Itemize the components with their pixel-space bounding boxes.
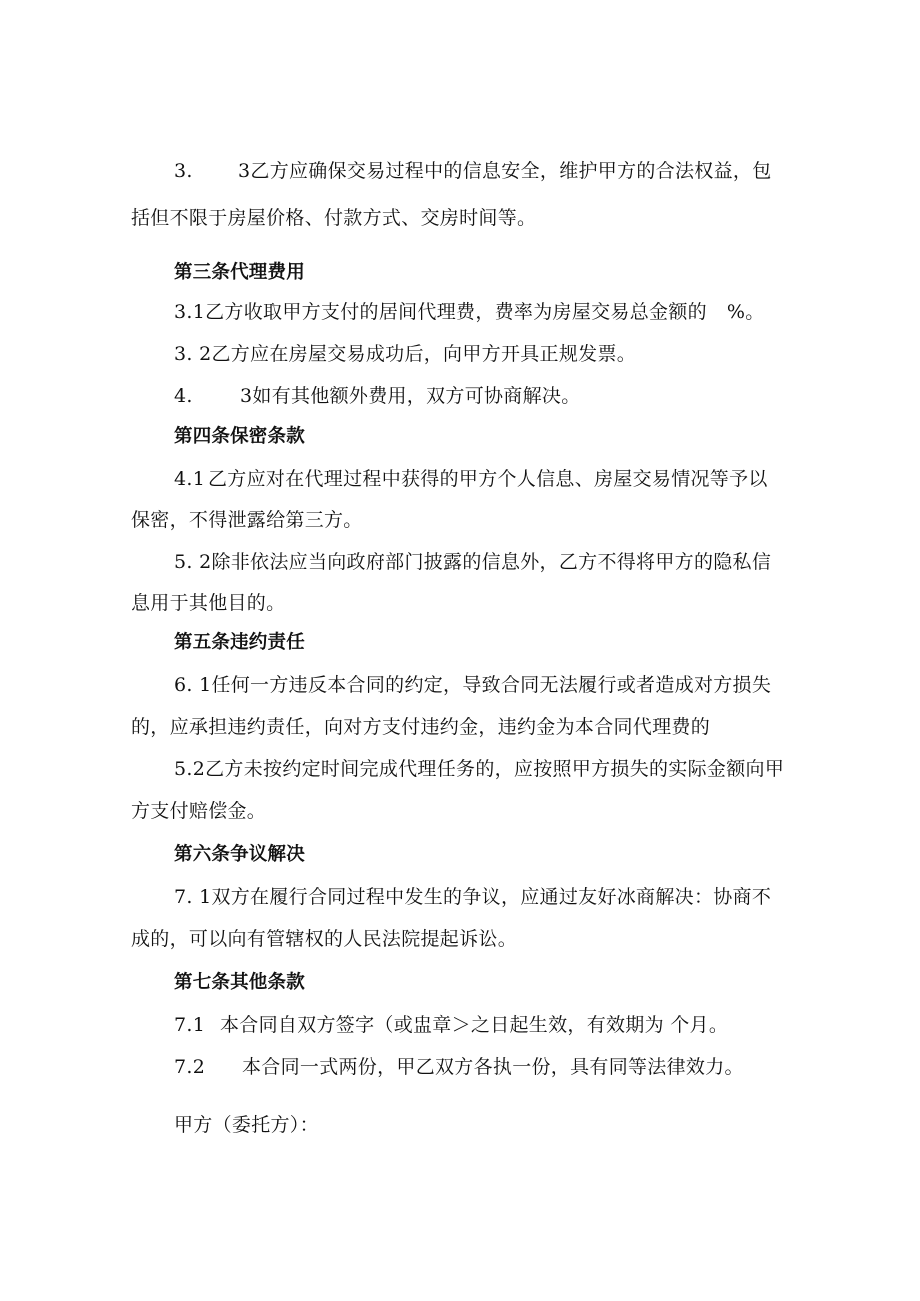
clause-3-3b bbox=[174, 383, 581, 409]
clause-5-1-line1: 6. 1任何一方违反本合同的约定，导致合同无法履行或者造成对方损失 bbox=[174, 674, 772, 696]
clause-4-2-line1: 5. 2除非依法应当向政府部门披露的信息外，乙方不得将甲方的隐私信 bbox=[174, 551, 772, 573]
clause-4-1-text: 乙方应对在代理过程中获得的甲方个人信息、房屋交易情况等予以 bbox=[208, 468, 768, 490]
clause-4-1-line1 bbox=[174, 466, 768, 492]
clause-7-2-number: 7.2 bbox=[174, 1056, 206, 1078]
article-4-heading: 第四条保密条款 bbox=[174, 426, 305, 447]
clause-3-3b-text: 3如有其他额外费用，双方可协商解决。 bbox=[240, 385, 581, 407]
clause-3-3-line1 bbox=[174, 158, 772, 184]
party-a-signature-label: 甲方（委托方）： bbox=[174, 1114, 319, 1136]
clause-7-1-number: 7.1 bbox=[174, 1014, 206, 1036]
article-5-heading: 第五条违约责任 bbox=[174, 632, 305, 653]
article-6-heading: 第六条争议解决 bbox=[174, 844, 305, 865]
clause-7-1-text: 本合同自双方签字（或盅章＞之日起生效，有效期为 个月。 bbox=[220, 1014, 729, 1036]
clause-4-1-number: 4.1 bbox=[174, 468, 206, 490]
clause-5-2-line1: 5.2乙方未按约定时间完成代理任务的，应按照甲方损失的实际金额向甲 bbox=[174, 758, 785, 780]
clause-5-2-line2: 方支付赔偿金。 bbox=[131, 800, 267, 822]
clause-3-1-text: 3.1乙方收取甲方支付的居间代理费，费率为房屋交易总金额的 bbox=[174, 301, 707, 323]
clause-3-3b-number: 4. bbox=[174, 385, 193, 407]
clause-7-2 bbox=[174, 1054, 744, 1080]
clause-3-3-number: 3. bbox=[174, 160, 193, 182]
clause-5-1-line2: 的，应承担违约责任，向对方支付违约金，违约金为本合同代理费的 bbox=[131, 716, 711, 738]
clause-6-1-line2: 成的，可以向有管辖权的人民法院提起诉讼。 bbox=[131, 928, 518, 950]
clause-7-1 bbox=[174, 1012, 728, 1038]
clause-3-2: 3. 2乙方应在房屋交易成功后，向甲方开具正规发票。 bbox=[174, 343, 637, 365]
clause-4-1-line2: 保密，不得泄露给第三方。 bbox=[131, 509, 363, 531]
article-7-heading: 第七条其他条款 bbox=[174, 972, 305, 993]
clause-4-2-line2: 息用于其他目的。 bbox=[131, 592, 286, 614]
clause-3-1 bbox=[174, 299, 765, 325]
clause-7-2-text: 本合同一式两份，甲乙双方各执一份，具有同等法律效力。 bbox=[242, 1056, 744, 1078]
clause-6-1-line1: 7. 1双方在履行合同过程中发生的争议，应通过友好冰商解决：协商不 bbox=[174, 886, 772, 908]
clause-3-3-text: 3乙方应确保交易过程中的信息安全，维护甲方的合法权益，包 bbox=[238, 160, 772, 182]
article-3-heading: 第三条代理费用 bbox=[174, 262, 305, 283]
clause-3-1-unit: %。 bbox=[726, 301, 765, 323]
clause-3-3-line2: 括但不限于房屋价格、付款方式、交房时间等。 bbox=[131, 207, 537, 229]
